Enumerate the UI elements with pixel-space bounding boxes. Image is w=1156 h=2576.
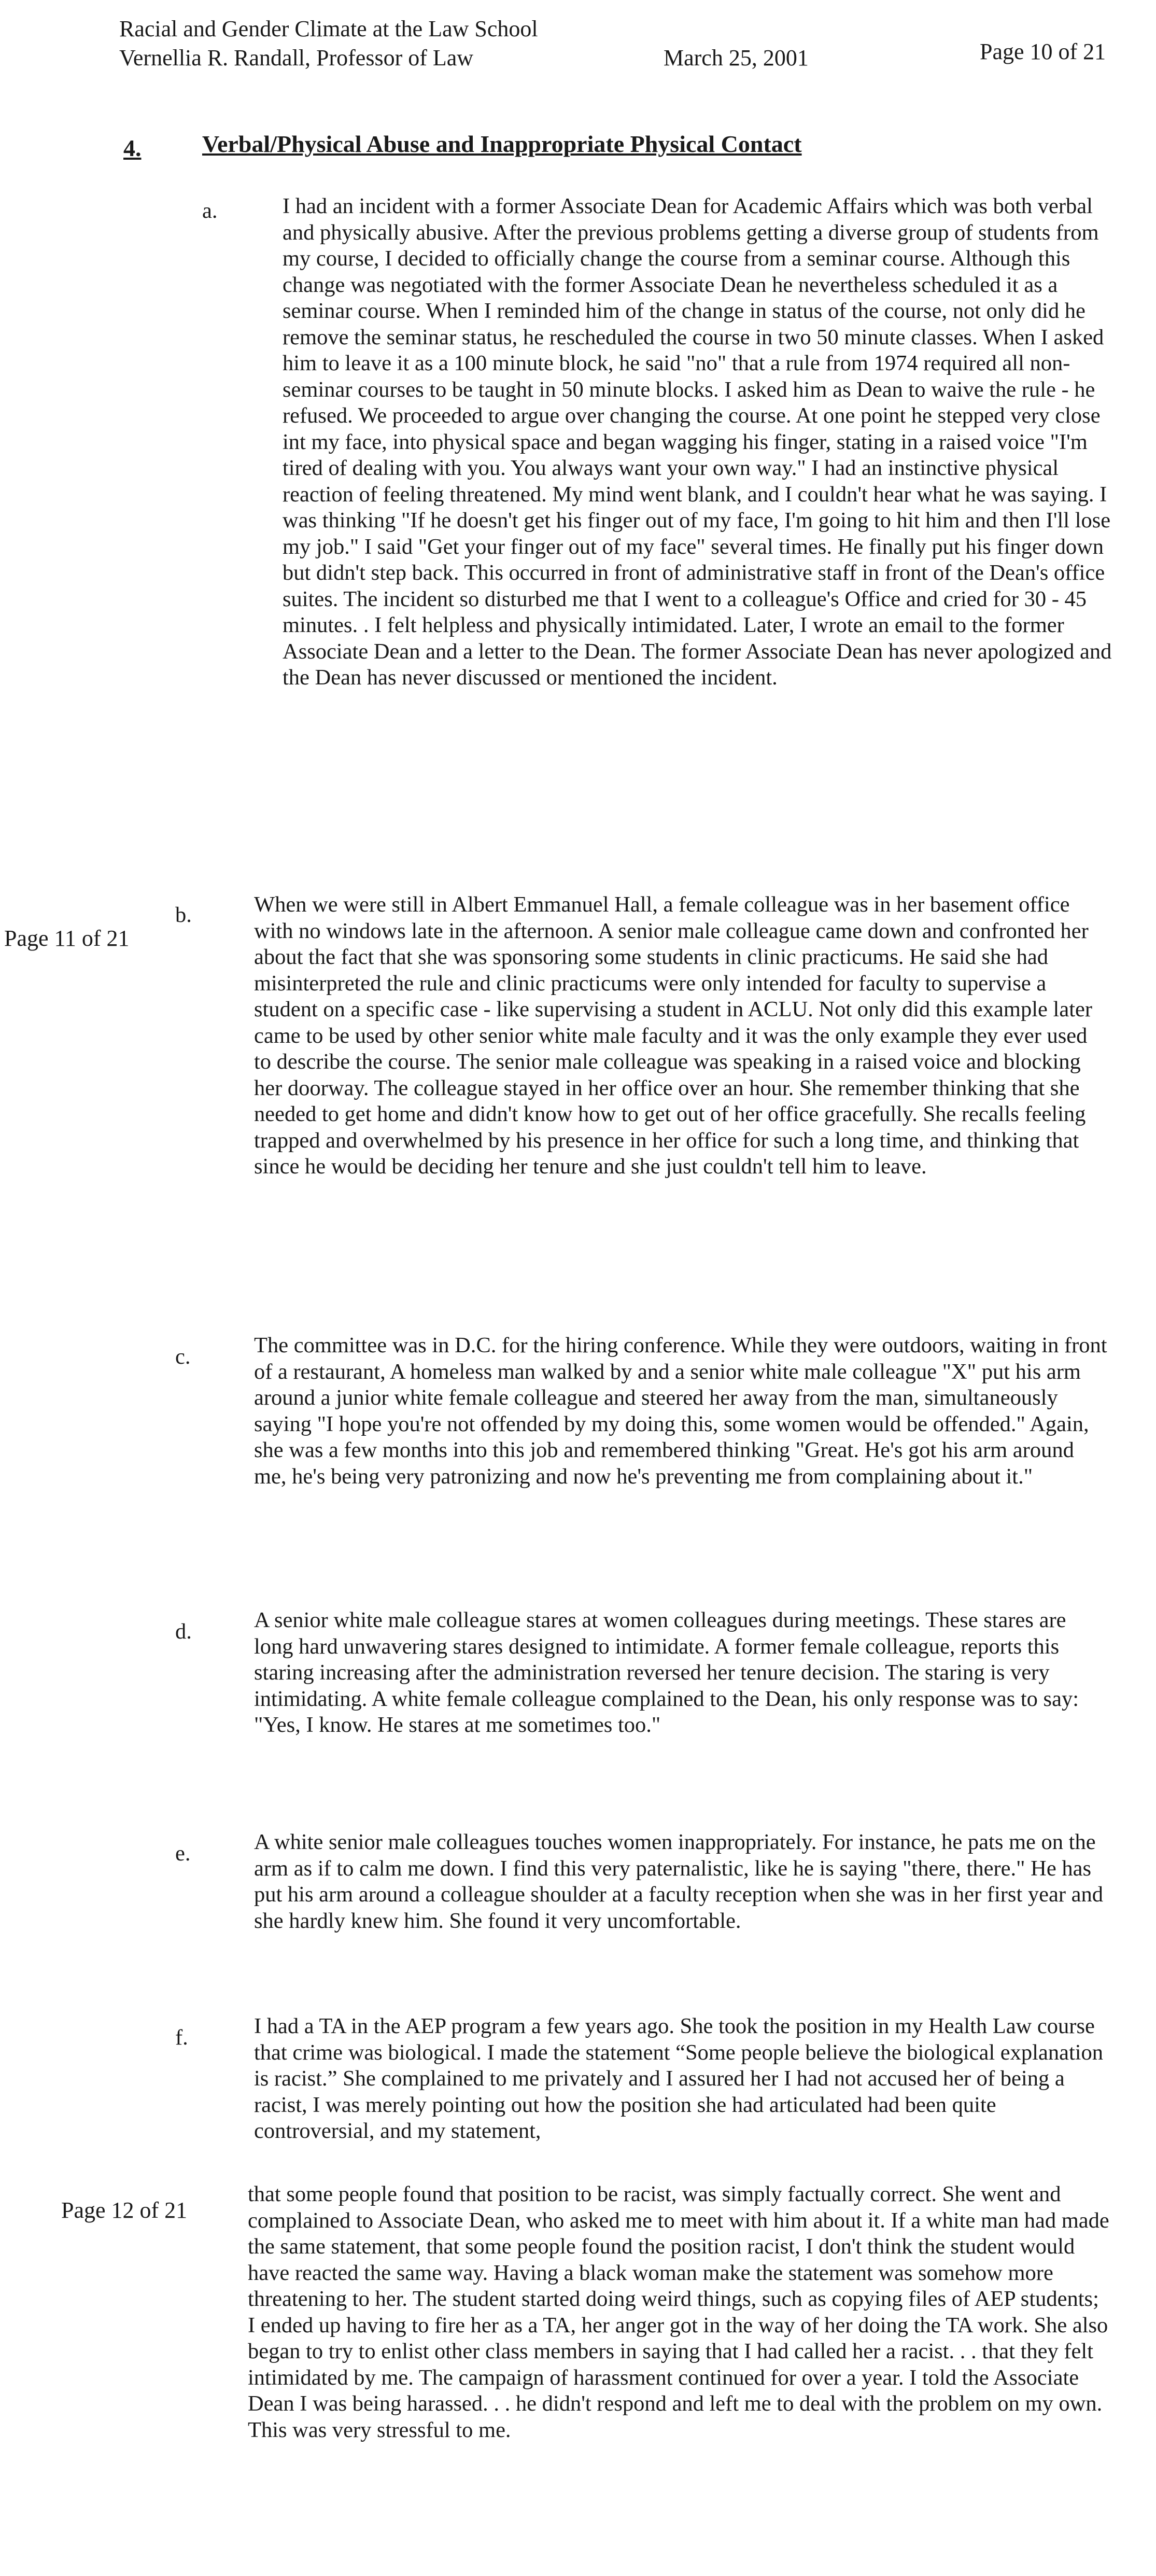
header-page-number: Page 10 of 21: [980, 39, 1106, 64]
header-date: March 25, 2001: [664, 45, 809, 71]
item-b-text: When we were still in Albert Emmanuel Hall, a female colleague was in her basement office with no windows late in the afternoon. A senior male colleague came down and confronted her about the fact that she was sponsoring some students in clinic practicums. He said she had misinterpreted the rule and clinic practicums were only intended for faculty to supervise a student on a specific case - like supervising a student in ACLU. Not only did this example later came to be used by other senior white male faculty and it was the only example they ever used to describe the course. The senior male colleague was speaking in a raised voice and blocking her doorway. The colleague stayed in her office over an hour. She remember thinking that she needed to get home and didn't know how to get out of her office gracefully. She recalls feeling trapped and overwhelmed by his presence in her office for such a long time, and thinking that since he would be deciding her tenure and she just couldn't tell him to leave.: [254, 892, 1093, 1179]
item-c-label: c.: [175, 1345, 191, 1369]
item-f-label: f.: [175, 2025, 188, 2050]
page-marker-11: Page 11 of 21: [4, 926, 130, 951]
section-title: Verbal/Physical Abuse and Inappropriate Physical Contact: [202, 131, 802, 157]
header-title-line1: Racial and Gender Climate at the Law School: [119, 16, 538, 41]
item-c-text: The committee was in D.C. for the hiring conference. While they were outdoors, waiting in front of a restaurant, A homeless man walked by and a senior white male colleague "X" put his arm around a junior white female colleague and steered her away from the man, simultaneously saying "I hope you're not offended by my doing this, some women would be offended." Again, she was a few months into this job and remembered thinking "Great. He's got his arm around me, he's being very patronizing and now he's preventing me from complaining about it.": [254, 1333, 1107, 1489]
page-marker-12: Page 12 of 21: [61, 2197, 188, 2223]
item-e-text: A white senior male colleagues touches women inappropriately. For instance, he pats me on the arm as if to calm me down. I find this very paternalistic, like he is saying "there, there." He has put his arm around a colleague shoulder at a faculty reception when she was in her first year and she hardly knew him. She found it very uncomfortable.: [254, 1830, 1104, 1933]
item-f-text: I had a TA in the AEP program a few years ago. She took the position in my Health Law course that crime was biological. I made the statement “Some people believe the biological explanation is racist.” She complained to me privately and I assured her I had not accused her of being a racist, I was merely pointing out how the position she had articulated had been quite controversial, and my statement,: [254, 2014, 1104, 2143]
item-d-text: A senior white male colleague stares at women colleagues during meetings. These stares are long hard unwavering stares designed to intimidate. A former female colleague, reports this staring increasing after the administration reversed her tenure decision. The staring is very intimidating. A white female colleague complained to the Dean, his only response was to say: "Yes, I know. He stares at me sometimes too.": [254, 1608, 1079, 1737]
item-a-label: a.: [202, 199, 218, 223]
item-e-label: e.: [175, 1841, 191, 1866]
header-author-line: Vernellia R. Randall, Professor of Law: [119, 45, 474, 71]
item-d-label: d.: [175, 1619, 192, 1644]
item-f-continuation: that some people found that position to be racist, was simply factually correct. She went and complained to Associate Dean, who asked me to meet with him about it. If a white man had made the same statement, that some people found the position racist, I don't think the student would have reacted the same way. Having a black woman make the statement was somehow more threatening to her. The student started doing weird things, such as copying files of AEP students; I ended up having to fire her as a TA, her anger got in the way of her doing the TA work. She also began to try to enlist other class members in saying that I had called her a racist. . . that they felt intimidated by me. The campaign of harassment continued for over a year. I told the Associate Dean I was being harassed. . . he didn't respond and left me to deal with the problem on my own. This was very stressful to me.: [248, 2182, 1109, 2442]
section-number: 4.: [123, 135, 142, 161]
item-a-text: I had an incident with a former Associate Dean for Academic Affairs which was both verbal and physically abusive. After the previous problems getting a diverse group of students from my course, I decided to officially change the course from a seminar course. Although this change was negotiated with the former Associate Dean he nevertheless scheduled it as a seminar course. When I reminded him of the change in status of the course, not only did he remove the seminar status, he rescheduled the course in two 50 minute classes. When I asked him to leave it as a 100 minute block, he said "no" that a rule from 1974 required all non-seminar courses to be taught in 50 minute blocks. I asked him as Dean to waive the rule - he refused. We proceeded to argue over changing the course. At one point he stepped very close int my face, into physical space and began wagging his finger, stating in a raised voice "I'm tired of dealing with you. You always want your own way." I had an instinctive physical reaction of feeling threatened. My mind went blank, and I couldn't hear what he was saying. I was thinking "If he doesn't get his finger out of my face, I'm going to hit him and then I'll lose my job." I said "Get your finger out of my face" several times. He finally put his finger down but didn't step back. This occurred in front of administrative staff in front of the Dean's office suites. The incident so disturbed me that I went to a colleague's Office and cried for 30 - 45 minutes. . I felt helpless and physically intimidated. Later, I wrote an email to the former Associate Dean and a letter to the Dean. The former Associate Dean has never apologized and the Dean has never discussed or mentioned the incident.: [283, 194, 1112, 690]
item-b-label: b.: [175, 903, 192, 927]
